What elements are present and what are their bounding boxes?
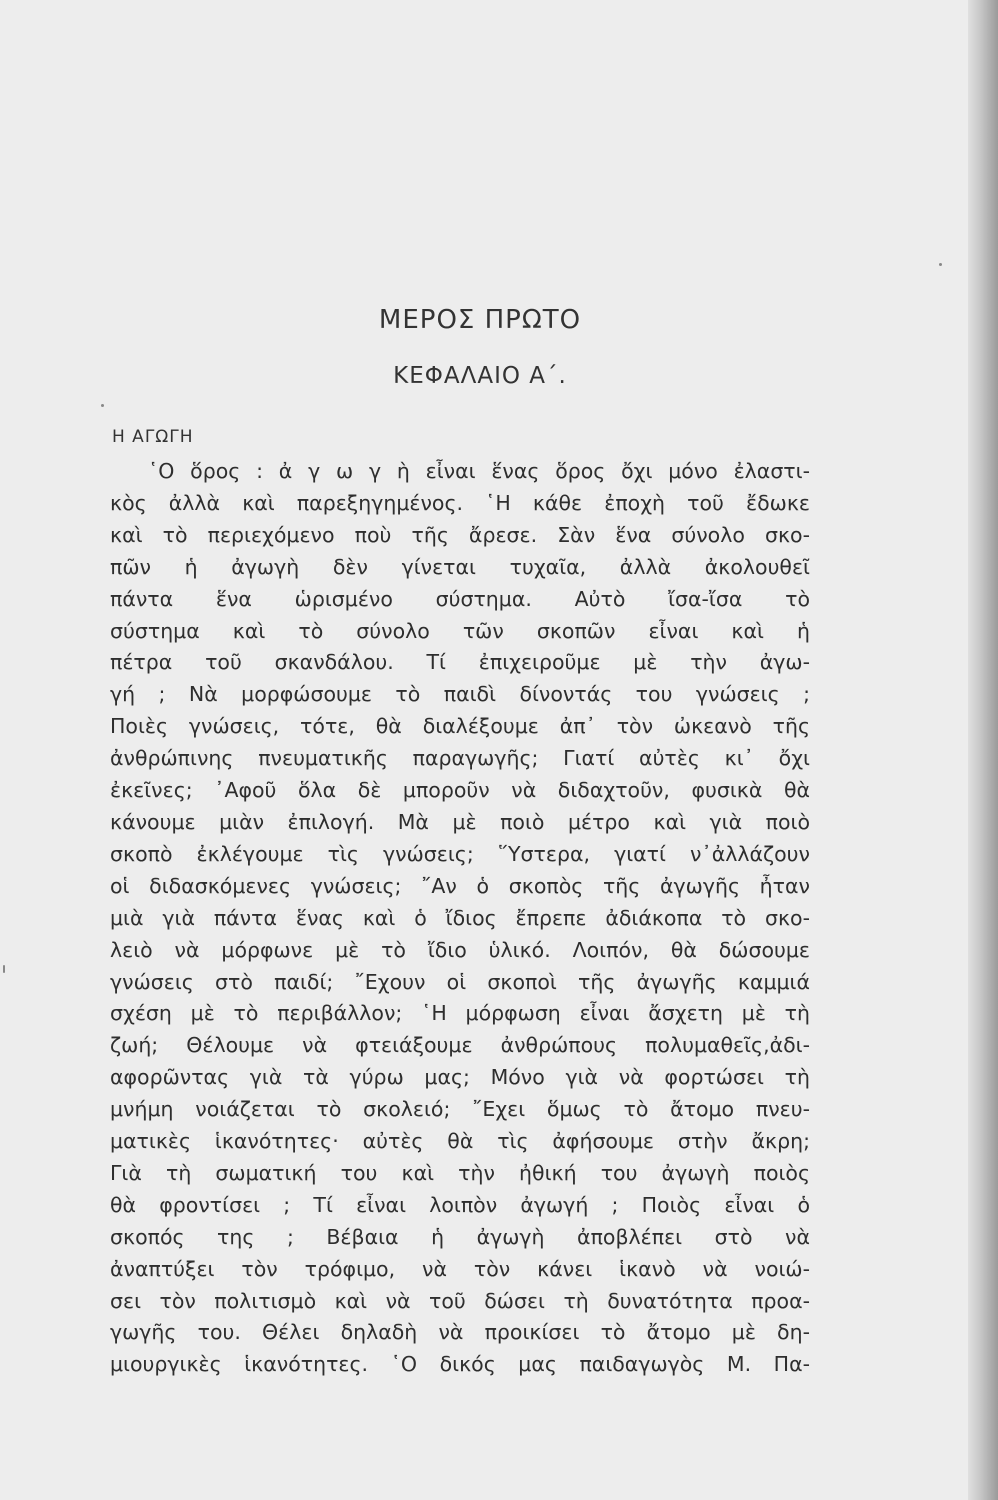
text-line: σκοπός της ; Βέβαια ἡ ἀγωγὴ ἀποβλέπει στὸ νὰ <box>110 1224 810 1249</box>
page-edge-shadow <box>968 0 998 1500</box>
text-line: μνήμη νοιάζεται τὸ σκολειό; ῎Εχει ὅμως τὸ ἄτομο πνευ- <box>110 1097 810 1122</box>
text-line: κὸς ἀλλὰ καὶ παρεξηγημένος. ῾Η κάθε ἐποχὴ τοῦ ἔδωκε <box>110 490 810 515</box>
text-line: ἐκεῖνες; ᾽Αφοῦ ὅλα δὲ μποροῦν νὰ διδαχτοῦν, φυσικὰ θὰ <box>110 778 810 803</box>
text-line: κάνουμε μιὰν ἐπιλογή. Μὰ μὲ ποιὸ μέτρο καὶ γιὰ ποιὸ <box>110 809 810 834</box>
text-line: θὰ φροντίσει ; Τί εἶναι λοιπὸν ἀγωγή ; Ποιὸς εἶναι ὁ <box>110 1192 810 1217</box>
text-line: μιουργικὲς ἱκανότητες. ῾Ο δικός μας παιδαγωγὸς Μ. Πα- <box>110 1352 810 1377</box>
text-line: γωγῆς του. Θέλει δηλαδὴ νὰ προικίσει τὸ ἄτομο μὲ δη- <box>110 1320 810 1345</box>
paper-speck <box>3 965 5 973</box>
text-line: ἀνθρώπινης πνευματικῆς παραγωγῆς; Γιατί αὐτὲς κι᾽ ὄχι <box>110 746 810 771</box>
body-paragraph <box>110 456 810 1381</box>
text-line: ζωή; Θέλουμε νὰ φτειάξουμε ἀνθρώπους πολυμαθεῖς,ἀδι- <box>110 1033 810 1058</box>
paper-speck <box>939 263 942 266</box>
text-line: σκοπὸ ἐκλέγουμε τὶς γνώσεις; ῞Υστερα, γιατί ν᾽ἀλλάζουν <box>110 841 810 866</box>
text-line: λειὸ νὰ μόρφωνε μὲ τὸ ἴδιο ὑλικό. Λοιπόν, θὰ δώσουμε <box>110 937 810 962</box>
text-line: καὶ τὸ περιεχόμενο ποὺ τῆς ἄρεσε. Σὰν ἕνα σύνολο σκο- <box>110 522 810 547</box>
text-line: Ποιὲς γνώσεις, τότε, θὰ διαλέξουμε ἀπ᾽ τὸν ὠκεανὸ τῆς <box>110 714 810 739</box>
text-line: σχέση μὲ τὸ περιβάλλον; ῾Η μόρφωση εἶναι ἄσχετη μὲ τὴ <box>110 1001 810 1026</box>
text-line: Γιὰ τὴ σωματική του καὶ τὴν ἠθική του ἀγωγὴ ποιὸς <box>110 1160 810 1185</box>
text-line: σύστημα καὶ τὸ σύνολο τῶν σκοπῶν εἶναι καὶ ἡ <box>110 618 810 643</box>
text-line: πέτρα τοῦ σκανδάλου. Τί ἐπιχειροῦμε μὲ τὴν ἀγω- <box>110 650 810 675</box>
text-line: πάντα ἕνα ὡρισμένο σύστημα. Αὐτὸ ἴσα-ἴσα τὸ <box>110 586 810 611</box>
text-line: ῾Ο ὅρος : ἀ γ ω γ ὴ εἶναι ἕνας ὅρος ὄχι μόνο ἐλαστι- <box>148 459 810 483</box>
paper-speck <box>101 404 104 407</box>
text-line: πῶν ἡ ἀγωγὴ δὲν γίνεται τυχαῖα, ἀλλὰ ἀκολουθεῖ <box>110 554 810 579</box>
text-line: οἱ διδασκόμενες γνώσεις; ῎Αν ὁ σκοπὸς τῆς ἀγωγῆς ἦταν <box>110 873 810 898</box>
text-line: ματικὲς ἱκανότητες· αὐτὲς θὰ τὶς ἀφήσουμε στὴν ἄκρη; <box>110 1129 810 1154</box>
text-line: γή ; Νὰ μορφώσουμε τὸ παιδὶ δίνοντάς του γνώσεις ; <box>110 682 810 707</box>
text-line: γνώσεις στὸ παιδί; ῎Εχουν οἱ σκοποὶ τῆς ἀγωγῆς καμμιά <box>110 969 810 994</box>
part-title: ΜΕΡΟΣ ΠΡΩΤΟ <box>378 305 582 335</box>
text-line: σει τὸν πολιτισμὸ καὶ νὰ τοῦ δώσει τὴ δυνατότητα προα- <box>110 1288 810 1313</box>
chapter-title: ΚΕΦΑΛΑΙΟ Α΄. <box>393 363 567 389</box>
text-line: αφορῶντας γιὰ τὰ γύρω μας; Μόνο γιὰ νὰ φορτώσει τὴ <box>110 1065 810 1090</box>
section-heading: Η ΑΓΩΓΗ <box>112 427 194 447</box>
text-line: ἀναπτύξει τὸν τρόφιμο, νὰ τὸν κάνει ἱκανὸ νὰ νοιώ- <box>110 1256 810 1281</box>
text-line: μιὰ γιὰ πάντα ἕνας καὶ ὁ ἴδιος ἔπρεπε ἀδιάκοπα τὸ σκο- <box>110 905 810 930</box>
